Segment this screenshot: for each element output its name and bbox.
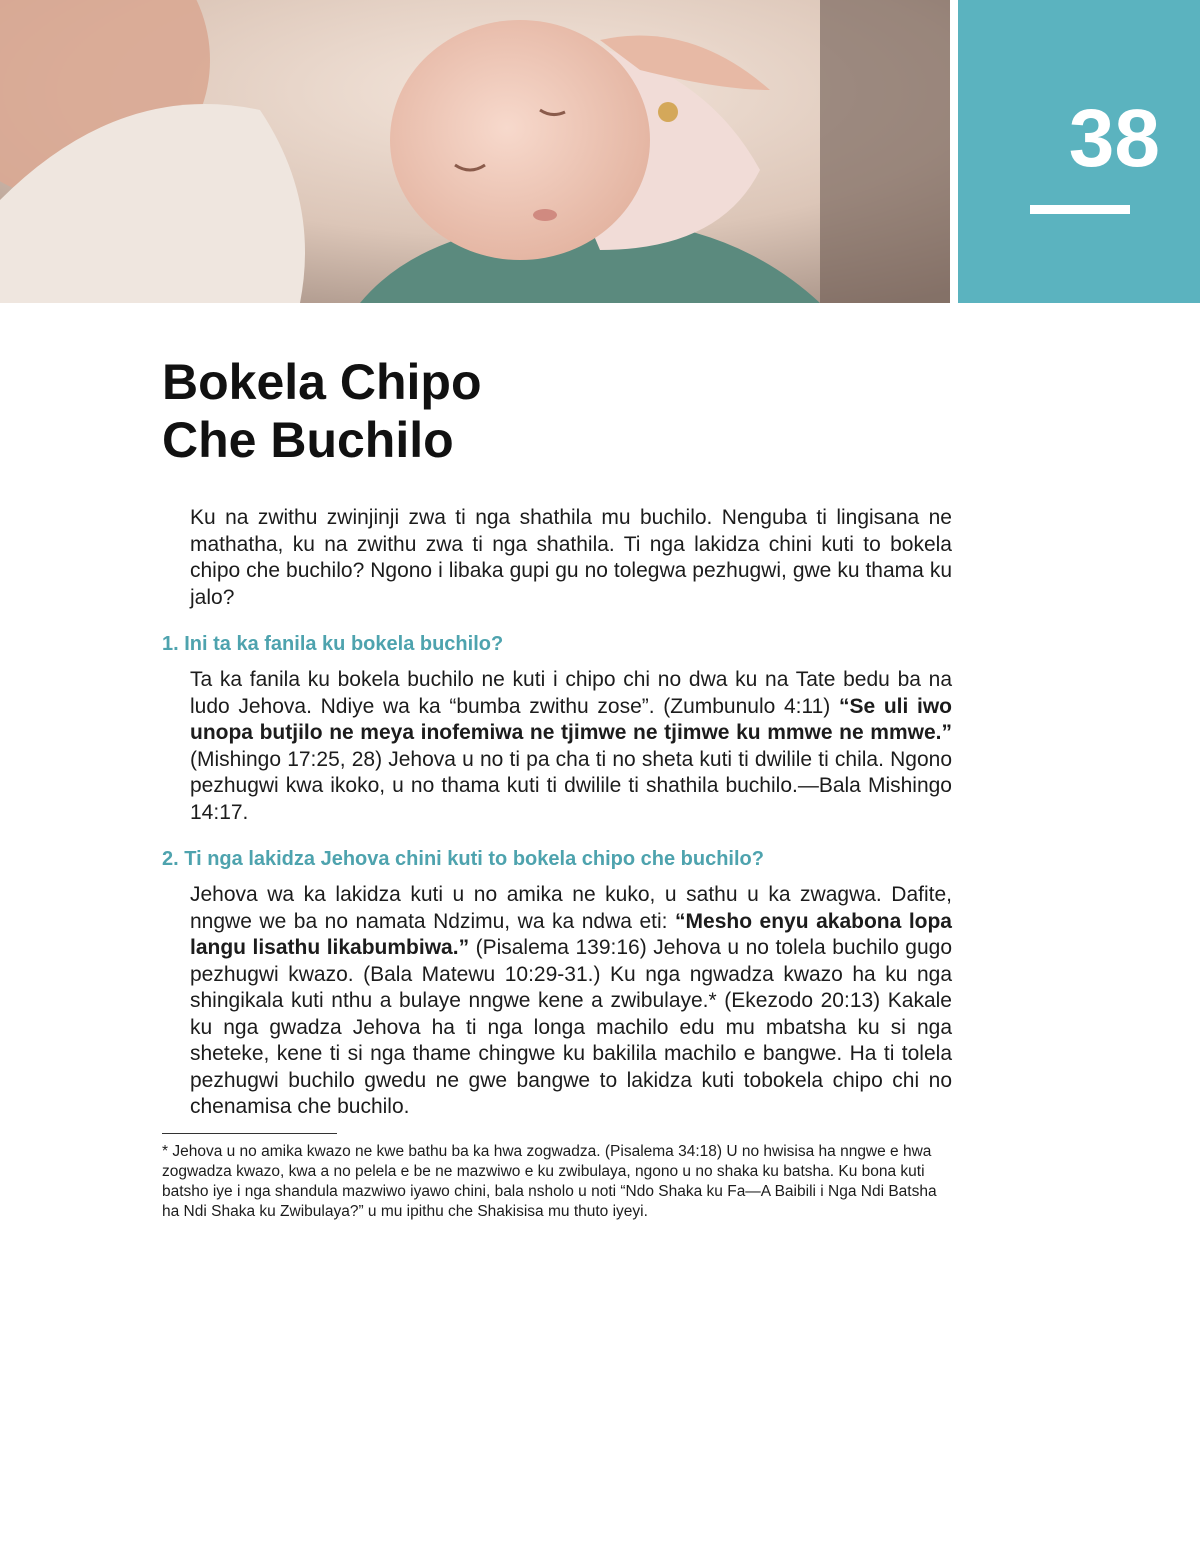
answer-1-text-b: (Mishingo 17:25, 28) Jehova u no ti pa cha ti no sheta kuti ti dwilile ti chila. Ngono pezhugwi kwa ikoko, u no thama kuti ti dwilile ti shathila buchilo.—Bala Mishingo 14:17. (190, 747, 952, 824)
hero-photo (0, 0, 950, 303)
answer-1-text-a: Ta ka fanila ku bokela buchilo ne kuti i chipo chi no dwa ku na Tate bedu ba na ludo Jehova. Ndiye wa ka “bumba zwithu zose”. (Zumbunulo 4:11) (190, 668, 952, 718)
answer-1-bold-quote: “Se uli iwo unopa butjilo ne meya inofemiwa ne tjimwe ne tjimwe ku mmwe ne mmwe.” (190, 694, 952, 744)
intro-paragraph: Ku na zwithu zwinjinji zwa ti nga shathila mu buchilo. Nenguba ti lingisana ne mathatha, ku na zwithu zwa ti nga shathila. Ti nga lakidza chini kuti to bokela chipo che buchilo? Ngono i libaka gupi gu no tolegwa pezhugwi, gwe ku thama ku jalo? (190, 506, 952, 609)
baby-photo-icon (0, 0, 950, 303)
question-2: 2. Ti nga lakidza Jehova chini kuti to bokela chipo che buchilo? (162, 848, 764, 870)
lesson-number: 38 (1068, 93, 1160, 184)
lesson-body (162, 505, 952, 1222)
lesson-number-badge (958, 0, 1200, 303)
footnote-divider (162, 1133, 337, 1134)
title-line-2: Che Buchilo (162, 412, 454, 468)
title-line-1: Bokela Chipo (162, 354, 482, 410)
answer-2-text-a: Jehova wa ka lakidza kuti u no amika ne kuko, u sathu u ka zwagwa. Dafite, nngwe we ba no namata Ndzimu, wa ka ndwa eti: (190, 883, 952, 933)
answer-1 (190, 667, 952, 826)
answer-2-text-b: (Pisalema 139:16) Jehova u no tolela buchilo gugo pezhugwi kwazo. (Bala Matewu 10:29-31.) Ku nga ngwadza kwazo ha ku nga shingikala kuti nthu a bulaye nngwe kene a zwibulaye.* (Ekezodo 20:13) Kakale ku nga gwadza Jehova ha ti nga longa machilo edu mu mbatsha ku si nga sheteke, kene ti si nga thame chingwe ku bakilila machilo e bangwe. Ha ti tolela pezhugwi buchilo gwedu ne gwe bangwe to lakidza kuti tobokela chipo chi no chenamisa che buchilo. (190, 936, 952, 1118)
badge-underline (1030, 205, 1130, 214)
question-1: 1. Ini ta ka fanila ku bokela buchilo? (162, 633, 504, 655)
lesson-title (162, 353, 481, 469)
footnote: * Jehova u no amika kwazo ne kwe bathu ba ka hwa zogwadza. (Pisalema 34:18) U no hwisisa ha nngwe e hwa zogwadza kwazo, kwa a no pelela e be ne mazwiwo e ku zwibulaya, ngono u no shaka ku batsha. Ku bona kuti batsho iye i nga shandula mazwiwo iyawo chini, bala nsholo u noti “Ndo Shaka ku Fa—A Baibili i Nga Ndi Batsha ha Ndi Shaka ku Zwibulaya?” u mu ipithu che Shakisisa mu thuto iyeyi. (162, 1142, 937, 1220)
answer-2 (190, 882, 952, 1121)
answer-2-bold-quote: “Mesho enyu akabona lopa langu lisathu likabumbiwa.” (190, 909, 952, 959)
